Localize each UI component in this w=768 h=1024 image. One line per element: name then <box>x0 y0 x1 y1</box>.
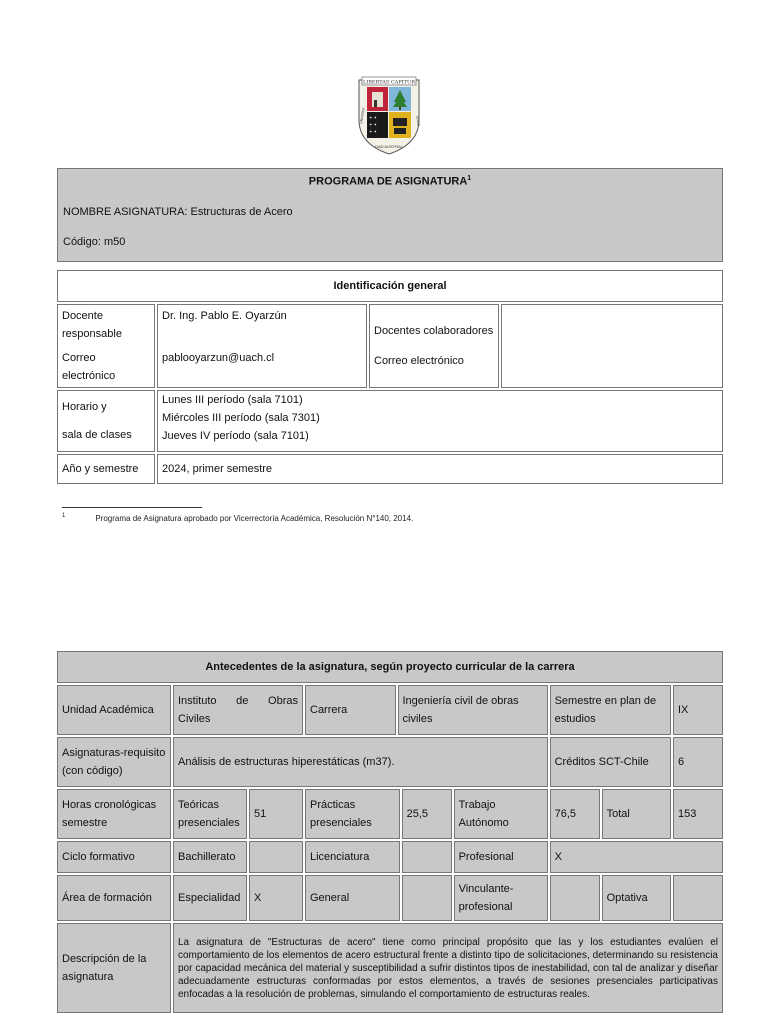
teacher-name: Dr. Ing. Pablo E. Oyarzún <box>162 310 287 322</box>
theory-label: Teóricas presenciales <box>173 789 247 839</box>
theory-value: 51 <box>249 789 303 839</box>
area-vinculante-mark <box>550 875 600 921</box>
hours-label: Horas cronológicas semestre <box>57 789 171 839</box>
autonomous-label: Trabajo Autónomo <box>454 789 548 839</box>
unit-value: Instituto de Obras Civiles <box>173 685 303 735</box>
area-general: General <box>305 875 400 921</box>
cycle-bachillerato-mark <box>249 841 303 873</box>
crest-left-text: UNIVERSI <box>359 107 366 125</box>
area-general-mark <box>402 875 452 921</box>
semester-value: IX <box>673 685 723 735</box>
background-table <box>55 649 725 1015</box>
course-name: NOMBRE ASIGNATURA: Estructuras de Acero <box>63 206 293 218</box>
background-header: Antecedentes de la asignatura, según proyecto curricular de la carrera <box>57 651 723 683</box>
svg-text:✶ ✶: ✶ ✶ <box>369 129 377 134</box>
schedule-label-cell: Horario y sala de clases <box>57 390 155 452</box>
crest-top-text: LIBERTAS CAPITUR <box>362 79 416 86</box>
year-value: 2024, primer semestre <box>157 454 723 484</box>
year-label: Año y semestre <box>57 454 155 484</box>
autonomous-value: 76,5 <box>550 789 600 839</box>
footnote: $^1$ Programa de Asignatura aprobado por Vicerrectoría Académica, Resolución N°140, 2014. <box>62 513 414 523</box>
course-code: Código: m50 <box>63 236 126 248</box>
prereq-label: Asignaturas-requisito (con código) <box>57 737 171 787</box>
schedule-value-cell <box>157 390 723 452</box>
area-label: Área de formación <box>57 875 171 921</box>
cycle-licenciatura: Licenciatura <box>305 841 400 873</box>
crest-bottom-text: DAD AUSTRAL <box>375 144 403 149</box>
total-label: Total <box>602 789 671 839</box>
cycle-profesional: Profesional <box>454 841 548 873</box>
cycle-label: Ciclo formativo <box>57 841 171 873</box>
practice-label: Prácticas presenciales <box>305 789 400 839</box>
collab-label-cell: Docentes colaboradores Correo electrónico <box>369 304 499 388</box>
teacher-value-cell <box>157 304 367 388</box>
description-text: La asignatura de "Estructuras de acero" tiene como principal propósito que las y los estudiantes evalúen el comportamiento de los elementos de acero estructural frente a distinto tipo de solicitaciones, determinando su resistencia por capacidad mecánica del material y susceptibilidad a sufrir distintos tipos de inestabilidad, con tal de analizar y diseñar adecuadamente estructuras conformadas por estos elementos, a través de sesiones presenciales participativas enfocadas a la resolución de problemas, simulando el comportamiento de estructuras reales. <box>173 923 723 1013</box>
area-optativa-mark <box>673 875 723 921</box>
university-crest <box>354 74 424 156</box>
schedule-line: Miércoles III período (sala 7301) <box>162 412 320 424</box>
career-label: Carrera <box>305 685 396 735</box>
description-label: Descripción de la asignatura <box>57 923 171 1013</box>
credits-label: Créditos SCT-Chile <box>550 737 671 787</box>
prereq-value: Análisis de estructuras hiperestáticas (m37). <box>173 737 548 787</box>
semester-label: Semestre en plan de estudios <box>550 685 671 735</box>
identification-header: Identificación general <box>57 270 723 302</box>
collab-value-cell <box>501 304 723 388</box>
teacher-label-cell: Docente responsable Correo electrónico <box>57 304 155 388</box>
area-vinculante: Vinculante-profesional <box>454 875 548 921</box>
identification-table <box>55 268 725 486</box>
area-especialidad-mark: X <box>249 875 303 921</box>
program-header <box>57 168 723 262</box>
schedule-line: Jueves IV período (sala 7101) <box>162 430 309 442</box>
program-title: PROGRAMA DE ASIGNATURA$^1$ <box>308 175 472 188</box>
area-especialidad: Especialidad <box>173 875 247 921</box>
practice-value: 25,5 <box>402 789 452 839</box>
cycle-licenciatura-mark <box>402 841 452 873</box>
schedule-line: Lunes III período (sala 7101) <box>162 394 303 406</box>
svg-text:✶ ✶: ✶ ✶ <box>369 115 377 120</box>
unit-label: Unidad Académica <box>57 685 171 735</box>
svg-text:✶ ✶: ✶ ✶ <box>369 122 377 127</box>
area-optativa: Optativa <box>602 875 671 921</box>
teacher-email: pablooyarzun@uach.cl <box>162 352 275 364</box>
cycle-bachillerato: Bachillerato <box>173 841 247 873</box>
footnote-divider <box>62 507 202 508</box>
crest-right-text: CHILE <box>415 115 421 127</box>
cycle-profesional-mark: X <box>550 841 723 873</box>
total-value: 153 <box>673 789 723 839</box>
career-value: Ingeniería civil de obras civiles <box>398 685 548 735</box>
credits-value: 6 <box>673 737 723 787</box>
